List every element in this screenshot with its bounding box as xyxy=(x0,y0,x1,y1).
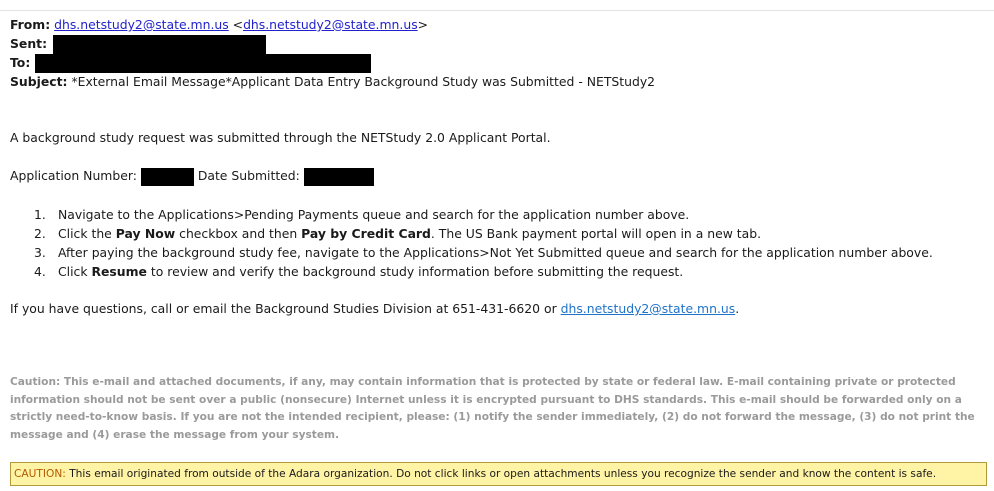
intro-paragraph: A background study request was submitted through the NETStudy 2.0 Applicant Portal. xyxy=(10,130,551,145)
list-item xyxy=(10,262,933,281)
from-label: From: xyxy=(10,17,51,32)
from-email-link[interactable]: dhs.netstudy2@state.mn.us xyxy=(243,17,418,32)
legal-caution-notice: Caution: This e-mail and attached documents, if any, may contain information that is protected by state or federal law. E-mail containing private or protected information should not be sent over a public (nonsecure) Internet unless it is encrypted pursuant to DHS standards. This e-mail should be forwarded only on a strictly need-to-know basis. If you are not the intended recipient, please: (1) notify the sender immediately, (2) do not forward the message, (3) do not print the message and (4) erase the message from your system. xyxy=(10,376,975,441)
subject-line xyxy=(10,72,655,91)
step-number: 3. xyxy=(34,245,46,260)
step-text: Click the xyxy=(58,226,116,241)
to-line xyxy=(10,53,371,73)
from-name-link[interactable]: dhs.netstudy2@state.mn.us xyxy=(54,17,229,32)
application-number-label: Application Number: xyxy=(10,168,137,183)
step-text: . The US Bank payment portal will open in a new tab. xyxy=(430,226,762,241)
date-submitted-label: Date Submitted: xyxy=(197,168,300,183)
sent-label: Sent: xyxy=(10,36,48,51)
subject-text: *External Email Message*Applicant Data Entry Background Study was Submitted - NETStudy2 xyxy=(71,74,656,89)
step-number: 1. xyxy=(34,207,46,222)
from-gt: > xyxy=(417,17,429,32)
contact-suffix: . xyxy=(735,301,740,316)
contact-paragraph xyxy=(10,299,739,318)
banner-caution-label: CAUTION: xyxy=(14,468,66,480)
step-number: 2. xyxy=(34,226,46,241)
to-redaction xyxy=(35,54,371,73)
step-number: 4. xyxy=(34,264,46,279)
step-text: to review and verify the background study information before submitting the request. xyxy=(146,264,684,279)
list-item xyxy=(10,224,933,243)
step-text: After paying the background study fee, navigate to the Applications>Not Yet Submitted queue and search for the application number above. xyxy=(58,245,933,260)
top-divider xyxy=(0,10,994,11)
from-lt: < xyxy=(232,17,244,32)
banner-text: This email originated from outside of the Adara organization. Do not click links or open attachments unless you recognize the sender and know the content is safe. xyxy=(65,468,937,480)
step-bold-pay-by-credit-card: Pay by Credit Card xyxy=(301,226,431,241)
instructions-list xyxy=(10,205,933,281)
subject-label: Subject: xyxy=(10,74,68,89)
from-line xyxy=(10,15,428,34)
step-text: Navigate to the Applications>Pending Payments queue and search for the application number above. xyxy=(58,207,690,222)
step-text: checkbox and then xyxy=(175,226,302,241)
sent-redaction xyxy=(53,35,266,54)
step-bold-resume: Resume xyxy=(91,264,147,279)
application-number-redaction xyxy=(141,168,194,186)
list-item xyxy=(10,205,933,224)
step-bold-pay-now: Pay Now xyxy=(115,226,176,241)
date-submitted-redaction xyxy=(304,168,374,186)
sent-line xyxy=(10,34,266,54)
step-text: Click xyxy=(58,264,92,279)
external-email-warning-banner xyxy=(10,462,987,486)
contact-text: If you have questions, call or email the Background Studies Division at 651-431-6620 or xyxy=(10,301,561,316)
contact-email-link[interactable]: dhs.netstudy2@state.mn.us xyxy=(560,301,736,316)
list-item xyxy=(10,243,933,262)
application-line xyxy=(10,166,374,186)
to-label: To: xyxy=(10,55,31,70)
